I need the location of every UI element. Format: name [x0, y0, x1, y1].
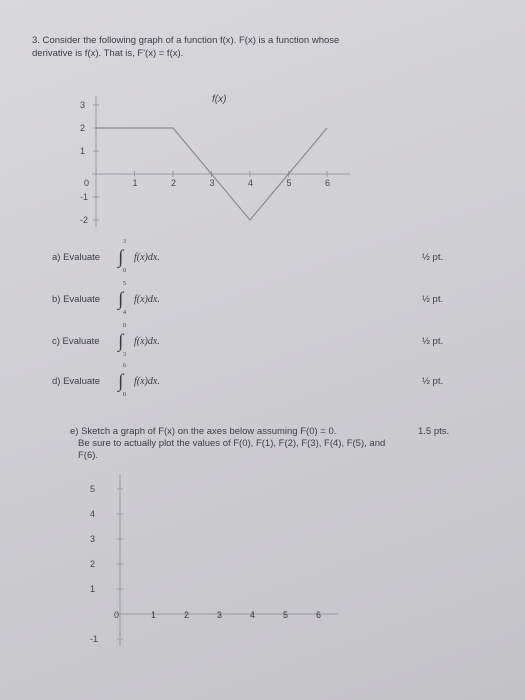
F-sketch-y-tick-label: 2 — [90, 559, 96, 569]
integral-sign: ∫ — [118, 331, 124, 352]
f-graph-function-label: f(x) — [212, 94, 227, 105]
F-sketch-x-tick-label: 0 — [114, 610, 120, 620]
integral-lower-limit: 0 — [123, 268, 126, 274]
integrand: f(x)dx. — [134, 336, 160, 347]
part-points: ½ pt. — [422, 336, 444, 347]
F-sketch-y-tick-label: 3 — [90, 534, 96, 544]
integrand: f(x)dx. — [134, 252, 160, 263]
integral-lower-limit: 0 — [123, 392, 126, 398]
part-e-line-1: e) Sketch a graph of F(x) on the axes below assuming F(0) = 0. — [70, 426, 337, 437]
f-graph-axes — [92, 96, 350, 227]
F-sketch-y-tick-labels — [90, 484, 98, 644]
f-graph-x-tick-label: 4 — [248, 178, 254, 188]
integral-sign: ∫ — [118, 247, 124, 268]
part-label: b) Evaluate — [52, 294, 101, 305]
question-line-1: 3. Consider the following graph of a function f(x). F(x) is a function whose — [32, 35, 340, 46]
integral-lower-limit: 4 — [123, 310, 126, 316]
integral-sign: ∫ — [118, 289, 124, 310]
f-graph-x-tick-label: 0 — [84, 178, 90, 188]
part-label: d) Evaluate — [52, 376, 101, 387]
F-sketch-x-tick-label: 3 — [217, 610, 223, 620]
part-e-points: 1.5 pts. — [418, 426, 450, 437]
f-graph-x-tick-labels — [84, 178, 330, 188]
question-line-2: derivative is f(x). That is, F'(x) = f(x). — [32, 48, 184, 59]
integral-upper-limit: 6 — [123, 363, 126, 369]
F-sketch-axes — [0, 470, 525, 670]
F-sketch-x-tick-labels — [114, 610, 321, 620]
part-label: c) Evaluate — [52, 336, 100, 347]
integral-upper-limit: 3 — [123, 239, 126, 245]
f-graph-y-tick-label: 3 — [80, 100, 86, 110]
part-points: ½ pt. — [422, 294, 444, 305]
F-sketch-y-tick-label: 5 — [90, 484, 96, 494]
f-graph-y-tick-labels — [80, 100, 88, 225]
f-graph-y-tick-label: -1 — [80, 192, 89, 202]
f-graph-x-tick-label: 2 — [171, 178, 177, 188]
part-points: ½ pt. — [422, 252, 444, 263]
F-sketch-axes-lines — [116, 474, 338, 647]
part-e-line-3: F(6). — [78, 450, 99, 461]
F-sketch-y-tick-label: 1 — [90, 584, 96, 594]
part-label: a) Evaluate — [52, 252, 101, 263]
f-graph-y-tick-label: 1 — [80, 146, 86, 156]
integral-upper-limit: 5 — [123, 281, 126, 287]
F-sketch-y-tick-label: -1 — [90, 634, 99, 644]
integrand: f(x)dx. — [134, 376, 160, 387]
integral-upper-limit: 0 — [123, 323, 126, 329]
f-graph-x-tick-label: 6 — [325, 178, 331, 188]
f-graph-y-tick-label: 2 — [80, 123, 86, 133]
f-graph-x-tick-label: 5 — [286, 178, 292, 188]
f-graph — [0, 70, 525, 300]
integrand: f(x)dx. — [134, 294, 160, 305]
part-e-line-2: Be sure to actually plot the values of F(0), F(1), F(2), F(3), F(4), F(5), and — [78, 438, 386, 449]
part-points: ½ pt. — [422, 376, 444, 387]
F-sketch-x-tick-label: 2 — [184, 610, 190, 620]
f-graph-y-tick-label: -2 — [80, 215, 89, 225]
F-sketch-x-tick-label: 4 — [250, 610, 256, 620]
F-sketch-x-tick-label: 6 — [316, 610, 322, 620]
f-graph-x-tick-label: 1 — [132, 178, 138, 188]
f-graph-x-tick-label: 3 — [209, 178, 215, 188]
F-sketch-x-tick-label: 5 — [283, 610, 289, 620]
integral-sign: ∫ — [118, 371, 124, 392]
integral-lower-limit: 3 — [123, 352, 126, 358]
F-sketch-y-tick-label: 4 — [90, 509, 96, 519]
F-sketch-x-tick-label: 1 — [151, 610, 157, 620]
